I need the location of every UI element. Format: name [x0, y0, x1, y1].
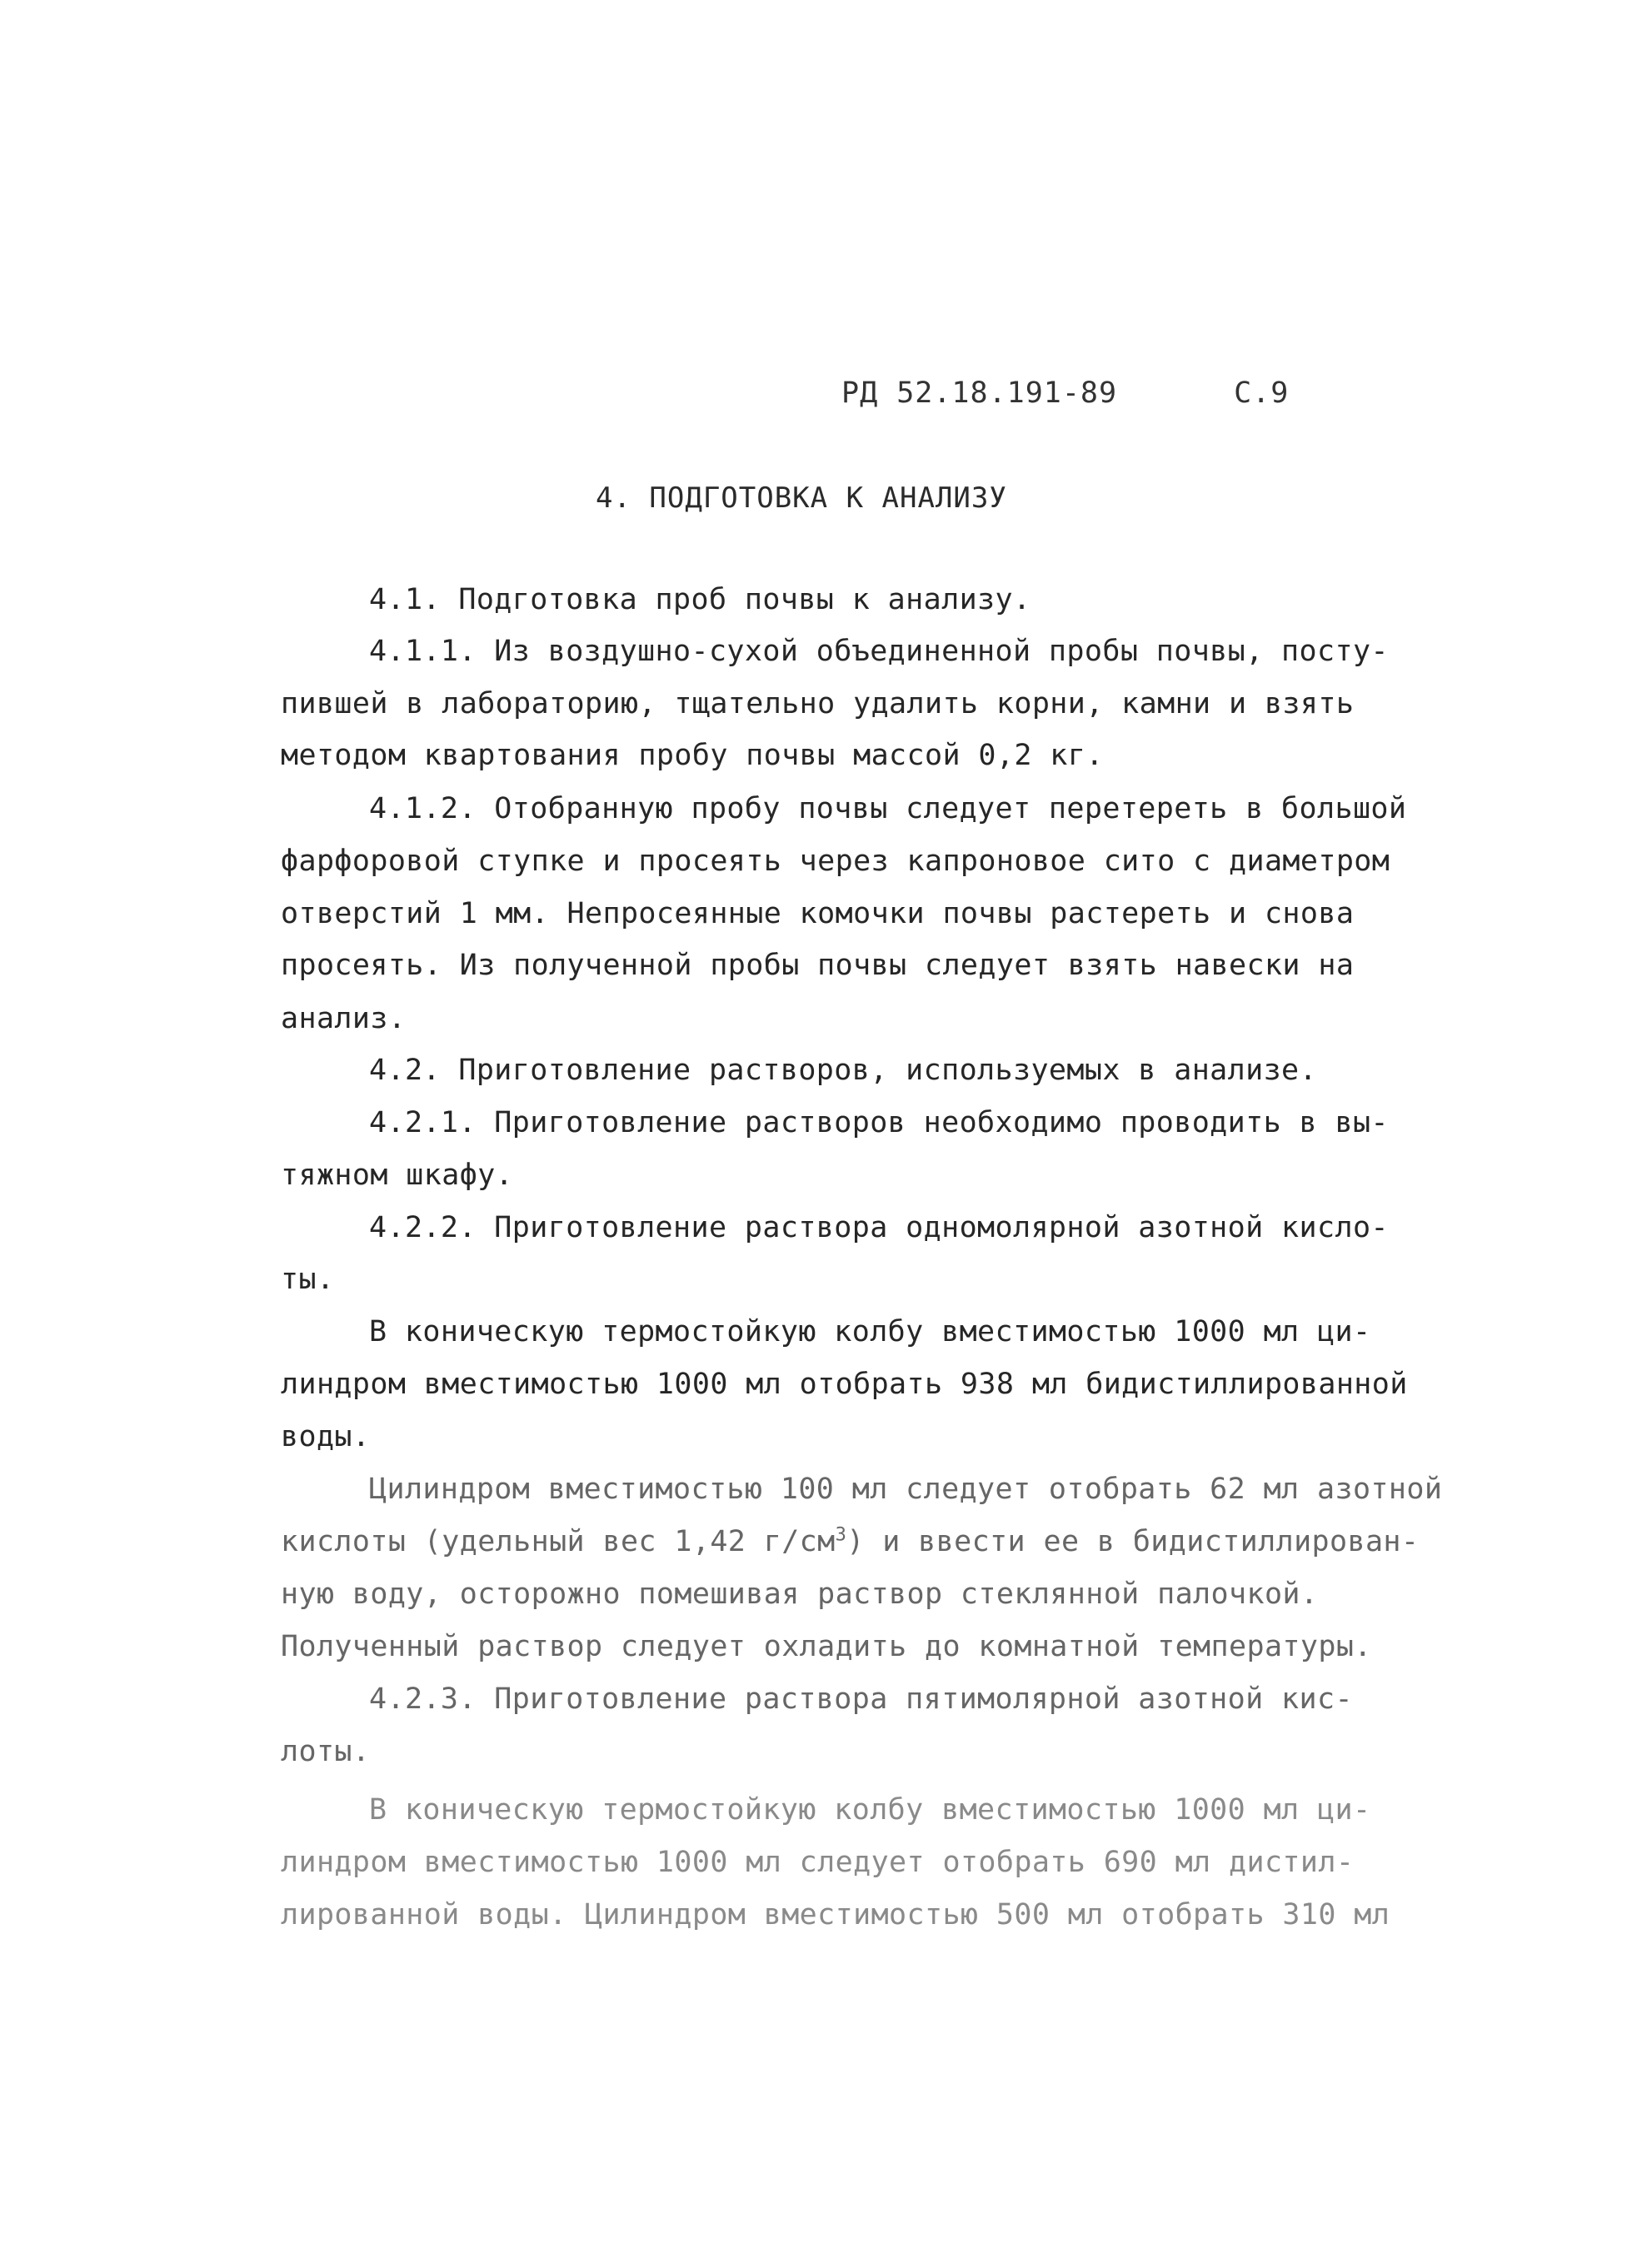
paragraph-line: ты. [281, 1263, 335, 1296]
paragraph-line: линдром вместимостью 1000 мл отобрать 938 мл бидистиллированной [281, 1368, 1408, 1401]
paragraph-line [281, 1525, 1419, 1558]
page-number: С.9 [1234, 376, 1290, 410]
paragraph-line: В коническую термостойкую колбу вместимостью 1000 мл ци- [369, 1793, 1371, 1827]
page-header [841, 376, 1289, 410]
paragraph-line: 4.2.3. Приготовление раствора пятимолярной азотной кис- [369, 1682, 1353, 1716]
paragraph-line: тяжном шкафу. [281, 1159, 514, 1192]
paragraph-line: пившей в лабораторию, тщательно удалить корни, камни и взять [281, 687, 1355, 720]
paragraph-line: просеять. Из полученной пробы почвы следует взять навески на [281, 949, 1355, 982]
paragraph-line: фарфоровой ступке и просеять через капроновое сито с диаметром [281, 845, 1390, 878]
paragraph-line: лированной воды. Цилиндром вместимостью 500 мл отобрать 310 мл [281, 1898, 1390, 1932]
paragraph-line: воды. [281, 1420, 371, 1453]
paragraph-line: 4.2.2. Приготовление раствора одномолярной азотной кисло- [369, 1211, 1389, 1244]
paragraph-line: В коническую термостойкую колбу вместимостью 1000 мл ци- [369, 1315, 1371, 1348]
paragraph-line: 4.1.2. Отобранную пробу почвы следует перетереть в большой [369, 792, 1407, 825]
line-text: ) и ввести ее в бидистиллирован- [846, 1525, 1420, 1558]
paragraph-line: отверстий 1 мм. Непросеянные комочки почвы растереть и снова [281, 897, 1355, 930]
paragraph-line: методом квартования пробу почвы массой 0,2 кг. [281, 739, 1104, 772]
paragraph-line: 4.1.1. Из воздушно-сухой объединенной пробы почвы, посту- [369, 635, 1389, 668]
paragraph-line: лоты. [281, 1735, 371, 1768]
paragraph-line: 4.2. Приготовление растворов, используемых в анализе. [369, 1054, 1318, 1087]
paragraph-line: Полученный раствор следует охладить до комнатной температуры. [281, 1630, 1372, 1663]
superscript: 3 [835, 1524, 847, 1546]
paragraph-line: 4.2.1. Приготовление растворов необходимо проводить в вы- [369, 1106, 1389, 1139]
paragraph-line: анализ. [281, 1002, 407, 1035]
paragraph-line: ную воду, осторожно помешивая раствор стеклянной палочкой. [281, 1578, 1319, 1611]
paragraph-line: линдром вместимостью 1000 мл следует отобрать 690 мл дистил- [281, 1846, 1355, 1879]
paragraph-line: Цилиндром вместимостью 100 мл следует отобрать 62 мл азотной [369, 1473, 1443, 1506]
section-title: 4. ПОДГОТОВКА К АНАЛИЗУ [596, 481, 1007, 515]
line-text: кислоты (удельный вес 1,42 г/см [281, 1525, 836, 1558]
paragraph-line: 4.1. Подготовка проб почвы к анализу. [369, 583, 1031, 616]
doc-code: РД 52.18.191-89 [841, 376, 1118, 410]
